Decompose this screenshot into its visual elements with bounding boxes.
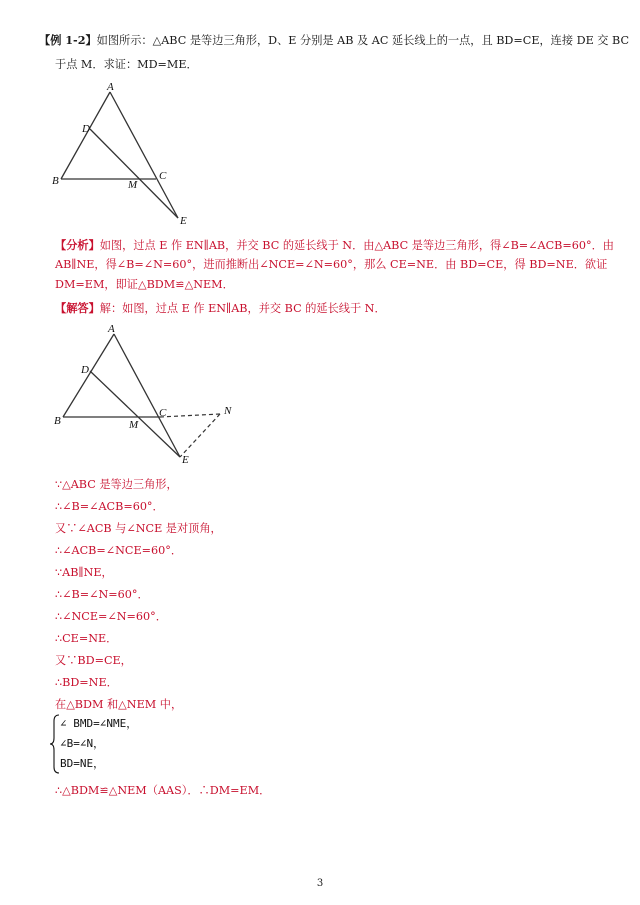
segment-cn-dashed <box>160 414 220 417</box>
fig2-label-e: E <box>182 454 189 466</box>
analysis-text-1: 如图，过点 E 作 EN∥AB，并交 BC 的延长线于 N．由△ABC 是等边三角形，得∠B=∠ACB=60°．由 <box>99 239 614 252</box>
analysis-text-3: DM=EM，即证△BDM≌△NEM． <box>55 278 234 291</box>
solution-intro-line <box>55 300 616 317</box>
problem-label: 【例 1-2】 <box>39 33 97 47</box>
analysis-line-1 <box>55 237 616 254</box>
segment-ab <box>61 92 110 179</box>
fig1-label-a: A <box>107 81 114 93</box>
analysis-label: 【分析】 <box>55 238 100 252</box>
system-row: BD=NE， <box>60 757 105 770</box>
solution-conclusion: ∴△BDM≌△NEM（AAS）．∴DM=EM． <box>55 784 271 797</box>
problem-text-1: 如图所示：△ABC 是等边三角形，D、E 分别是 AB 及 AC 延长线上的一点，且 BD=CE，连接 DE 交 BC <box>96 34 630 47</box>
fig2-label-c: C <box>159 407 167 419</box>
page-number: 3 <box>316 878 324 889</box>
solution-step: ∵△ABC 是等边三角形， <box>55 478 178 491</box>
segment-ne-dashed <box>180 414 220 457</box>
fig2-label-n: N <box>224 405 232 417</box>
system-row: ∠ BMD=∠NME， <box>60 717 138 730</box>
fig1-label-d: D <box>82 123 90 135</box>
fig1-label-c: C <box>159 170 167 182</box>
problem-line-1 <box>39 32 630 49</box>
fig2-label-m: M <box>129 419 139 431</box>
solution-step: ∴∠B=∠ACB=60°． <box>55 500 164 513</box>
problem-text-2: 于点 M．求证：MD=ME． <box>55 58 198 71</box>
solution-step: ∴CE=NE． <box>55 632 118 645</box>
segment-de <box>90 371 180 457</box>
solution-step: ∴BD=NE． <box>55 676 118 689</box>
fig1-label-m: M <box>128 179 138 191</box>
figure-1 <box>48 78 208 238</box>
figure-2 <box>48 320 248 470</box>
solution-step: ∵AB∥NE， <box>55 566 113 579</box>
solution-step: 又∵BD=CE， <box>55 654 132 667</box>
fig2-label-a: A <box>108 323 115 335</box>
fig2-label-b: B <box>54 415 61 427</box>
segment-ae <box>110 92 178 218</box>
solution-step: 在△BDM 和△NEM 中， <box>55 698 183 711</box>
solution-step: ∴∠NCE=∠N=60°． <box>55 610 167 623</box>
solution-step: ∴∠ACB=∠NCE=60°． <box>55 544 183 557</box>
solution-intro: 解：如图，过点 E 作 EN∥AB，并交 BC 的延长线于 N． <box>99 302 386 315</box>
fig2-label-d: D <box>81 364 89 376</box>
analysis-text-2: AB∥NE，得∠B=∠N=60°，进而推断出∠NCE=∠N=60°，那么 CE=NE．由 BD=CE，得 BD=NE．欲证 <box>55 258 608 271</box>
system-row: ∠B=∠N， <box>60 737 105 750</box>
fig1-label-b: B <box>52 175 59 187</box>
solution-step: ∴∠B=∠N=60°． <box>55 588 149 601</box>
segment-ae <box>114 334 180 457</box>
fig1-label-e: E <box>180 215 187 227</box>
solution-step: 又∵∠ACB 与∠NCE 是对顶角， <box>55 522 222 535</box>
solution-label: 【解答】 <box>55 301 100 315</box>
